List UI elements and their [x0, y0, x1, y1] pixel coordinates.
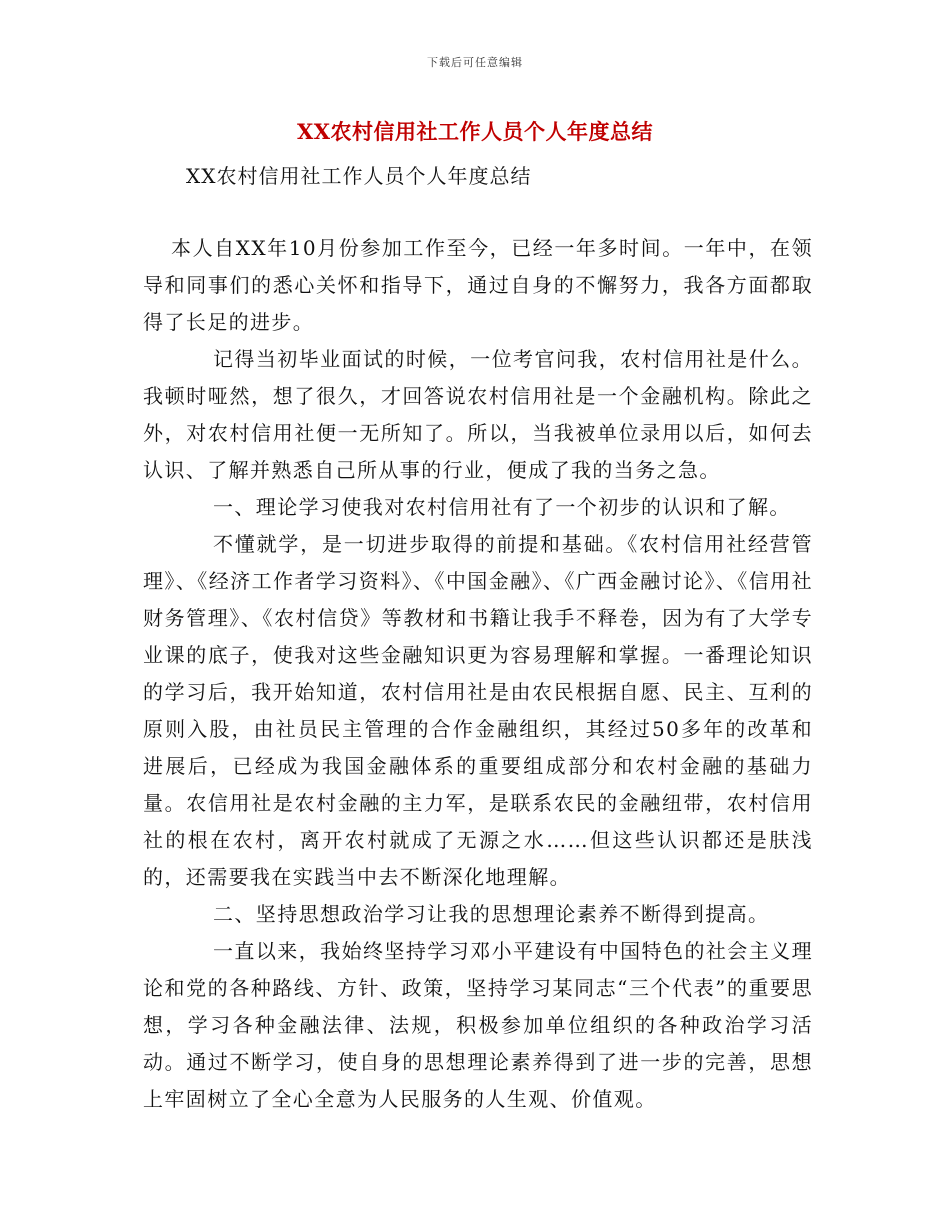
document-title: XX农村信用社工作人员个人年度总结 [296, 119, 654, 144]
document-subtitle: XX农村信用社工作人员个人年度总结 [186, 164, 532, 188]
paragraph-politics: 一直以来，我始终坚持学习邓小平建设有中国特色的社会主义理论和党的各种路线、方针、政策，坚持学习某同志“三个代表”的重要思想，学习各种金融法律、法规，积极参加单位组织的各种政治学习活动。通过不断学习，使自身的思想理论素养得到了进一步的完善，思想上牢固树立了全心全意为人民服务的人生观、价值观。 [143, 939, 813, 1111]
section-heading-theory: 一、理论学习使我对农村信用社有了一个初步的认识和了解。 [213, 495, 791, 519]
paragraph-interview: 记得当初毕业面试的时候，一位考官问我，农村信用社是什么。我顿时哑然，想了很久，才回答说农村信用社是一个金融机构。除此之外，对农村信用社便一无所知了。所以，当我被单位录用以后，如何去认识、了解并熟悉自己所从事的行业，便成了我的当务之急。 [143, 347, 813, 482]
paragraph-intro: 本人自XX年10月份参加工作至今，已经一年多时间。一年中，在领导和同事们的悉心关怀和指导下，通过自身的不懈努力，我各方面都取得了长足的进步。 [143, 236, 813, 334]
document-body [143, 230, 813, 1118]
page-header-note: 下载后可任意编辑 [427, 56, 523, 69]
section-heading-politics: 二、坚持思想政治学习让我的思想理论素养不断得到提高。 [213, 902, 770, 926]
paragraph-theory: 不懂就学，是一切进步取得的前提和基础。《农村信用社经营管理》、《经济工作者学习资料》、《中国金融》、《广西金融讨论》、《信用社财务管理》、《农村信贷》等教材和书籍让我手不释卷，因为有了大学专业课的底子，使我对这些金融知识更为容易理解和掌握。一番理论知识的学习后，我开始知道，农村信用社是由农民根据自愿、民主、互利的原则入股，由社员民主管理的合作金融组织，其经过50多年的改革和进展后，已经成为我国金融体系的重要组成部分和农村金融的基础力量。农信用社是农村金融的主力军，是联系农民的金融纽带，农村信用社的根在农村，离开农村就成了无源之水……但这些认识都还是肤浅的，还需要我在实践当中去不断深化地理解。 [143, 532, 813, 889]
